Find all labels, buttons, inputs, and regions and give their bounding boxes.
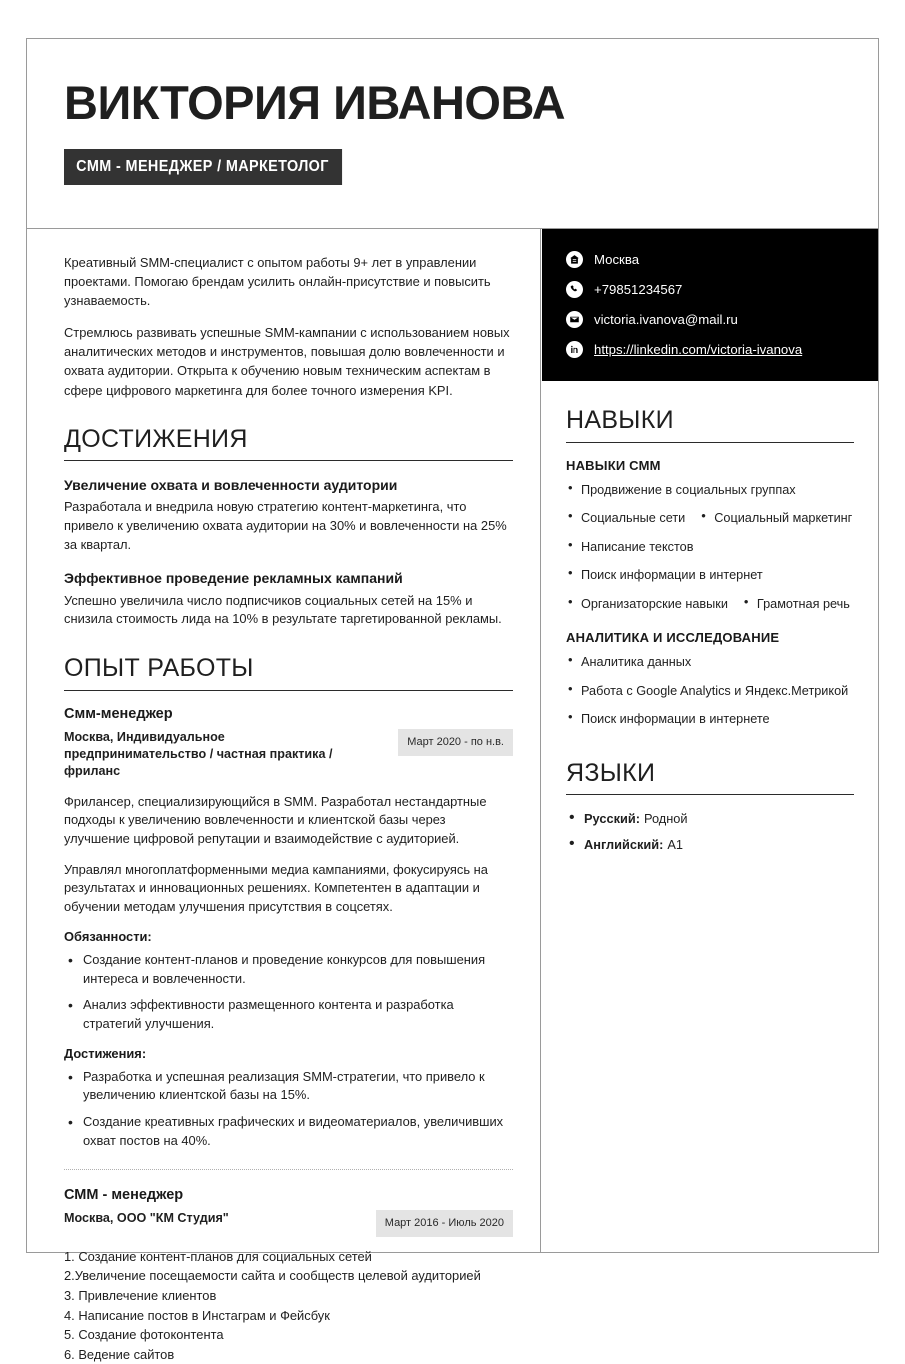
- experience-section: [64, 655, 513, 1364]
- job-paragraph: Управлял многоплатформенными медиа кампаниями, фокусируясь на результатах и инновационных решениях. Компетентен в адаптации и обучении методам улучшения присутствия в соцсетях.: [64, 861, 488, 915]
- list-item: 5. Создание фотоконтента: [64, 1327, 224, 1343]
- list-item: 2.Увеличение посещаемости сайта и сообществ целевой аудиторией: [64, 1268, 481, 1284]
- job-organization: Москва, ООО "КМ Студия": [64, 1210, 229, 1225]
- list-item: [566, 711, 854, 728]
- job-achievements-label: Достижения:: [64, 1045, 147, 1061]
- list-item: [566, 596, 854, 613]
- achievements-section: [64, 426, 513, 629]
- resume-header: [27, 39, 878, 229]
- skills-heading: НАВЫКИ: [566, 406, 674, 434]
- sidebar-column: [542, 229, 878, 1253]
- skills-section: [566, 407, 854, 728]
- achievement-title: Эффективное проведение рекламных кампаний: [64, 570, 403, 587]
- job-duties-label: Обязанности:: [64, 928, 152, 944]
- list-item: [566, 567, 854, 584]
- contact-linkedin-row[interactable]: [566, 341, 878, 358]
- phone-icon: [566, 281, 583, 298]
- list-item: • Создание креативных графических и видеоматериалов, увеличивших охват постов на 40%.: [64, 1113, 513, 1150]
- achievement-item: [64, 569, 513, 629]
- contact-phone-text: +79851234567: [594, 281, 683, 297]
- language-list: [566, 810, 854, 854]
- list-item: [566, 654, 854, 671]
- job-meta: [64, 1210, 513, 1237]
- list-item: [566, 683, 854, 700]
- skill-group: [566, 458, 854, 613]
- skill-group-title: АНАЛИТИКА И ИССЛЕДОВАНИЕ: [566, 630, 780, 645]
- sidebar-content: [542, 381, 878, 854]
- language-name: Русский:: [584, 811, 640, 826]
- contact-block: [542, 229, 878, 381]
- skill-list: [566, 654, 854, 728]
- skill-label: • Социальный маркетинг: [701, 510, 852, 527]
- achievement-title: Увеличение охвата и вовлеченности аудитории: [64, 477, 398, 494]
- achievement-item: [64, 476, 513, 554]
- language-level: A1: [667, 837, 684, 853]
- job-title-badge: CMM - МЕНЕДЖЕР / МАРКЕТОЛОГ: [64, 149, 342, 185]
- contact-email-row: [566, 311, 878, 328]
- achievements-heading: ДОСТИЖЕНИЯ: [64, 424, 248, 453]
- list-item: 3. Привлечение клиентов: [64, 1287, 217, 1303]
- list-item: 4. Написание постов в Инстаграм и Фейсбук: [64, 1307, 330, 1323]
- main-column: [27, 229, 541, 1362]
- list-item: [566, 539, 854, 556]
- skill-label: Аналитика данных: [581, 655, 692, 669]
- languages-section: [566, 760, 854, 854]
- summary-paragraph-1: Креативный SMM-специалист с опытом работы 9+ лет в управлении проектами. Помогаю брендам усилить онлайн-присутствие и повысить узнаваемость.: [64, 255, 491, 309]
- skill-group-title: НАВЫКИ СММ: [566, 457, 661, 473]
- skill-label: Работа с Google Analytics и Яндекс.Метрикой: [581, 683, 849, 698]
- job-entry: [64, 1187, 513, 1364]
- job-paragraph: Фрилансер, специализирующийся в SMM. Разработал нестандартные подходы к увеличению вовлеченности и клиентской базы через улучшение цифровой репутации и взаимодействие с аудиторией.: [64, 793, 487, 847]
- summary-paragraph-2: Стремлюсь развивать успешные SMM-кампании с использованием новых аналитических методов и инструментов, повышая долю вовлеченности и охвата аудитории. Открыта к обучению новым техническим аспектам в сфере цифрового маркетинга для более точного измерения KPI.: [64, 325, 510, 398]
- contact-email-text: victoria.ivanova@mail.ru: [594, 311, 738, 327]
- section-divider: [64, 460, 513, 461]
- job-date-badge: Март 2020 - по н.в.: [398, 729, 513, 756]
- skill-label: • Грамотная речь: [744, 596, 850, 613]
- language-level: Родной: [643, 811, 688, 826]
- list-item: [566, 836, 854, 853]
- list-item: • Анализ эффективности размещенного контента и разработка стратегий улучшения.: [64, 996, 513, 1033]
- job-date-badge: Март 2016 - Июль 2020: [376, 1210, 513, 1237]
- list-item: [566, 482, 854, 499]
- list-item: 1. Создание контент-планов для социальных сетей: [64, 1248, 372, 1264]
- experience-heading: ОПЫТ РАБОТЫ: [64, 654, 254, 683]
- list-item: [566, 810, 854, 827]
- job-achievements-list: [64, 1068, 513, 1151]
- job-meta: [64, 729, 513, 781]
- languages-heading: ЯЗЫКИ: [566, 758, 656, 787]
- section-divider: [566, 794, 854, 795]
- job-duties-list: [64, 951, 513, 1034]
- list-item: 6. Ведение сайтов: [64, 1346, 175, 1362]
- section-divider: [64, 690, 513, 691]
- contact-location-text: Москва: [594, 251, 640, 267]
- skill-label: Социальные сети: [581, 511, 686, 525]
- resume-page: [26, 38, 879, 1362]
- contact-linkedin-text[interactable]: https://linkedin.com/victoria-ivanova: [594, 341, 803, 357]
- skill-label: Поиск информации в интернет: [581, 568, 763, 582]
- skill-label: Поиск информации в интернете: [581, 712, 770, 726]
- skill-list: [566, 482, 854, 613]
- page-title: ВИКТОРИЯ ИВАНОВА: [64, 76, 566, 129]
- list-item: • Разработка и успешная реализация SMM-стратегии, что привело к увеличению клиентской базы на 15%.: [64, 1068, 513, 1105]
- skill-group: [566, 630, 854, 728]
- list-item: [566, 510, 854, 527]
- envelope-icon: [566, 311, 583, 328]
- achievement-text: Успешно увеличила число подписчиков социальных сетей на 15% и снизила стоимость лида на 10% в результате таргетированной рекламы.: [64, 592, 502, 627]
- job-title: Смм-менеджер: [64, 705, 173, 722]
- skill-label: Написание текстов: [581, 539, 694, 554]
- achievement-text: Разработала и внедрила новую стратегию контент-маркетинга, что привело к увеличению охвата аудитории на 30% и вовлеченности на 25% за квартал.: [64, 499, 507, 552]
- job-entry: [64, 706, 513, 1151]
- section-divider: [566, 442, 854, 443]
- list-item: • Создание контент-планов и проведение конкурсов для повышения интереса и вовлеченности.: [64, 951, 513, 988]
- contact-phone-row: [566, 281, 878, 298]
- job-numbered-list: [64, 1247, 513, 1364]
- contact-location-row: [566, 251, 878, 268]
- resume-body: [27, 229, 878, 1362]
- linkedin-icon: [566, 341, 583, 358]
- summary-section: [64, 253, 513, 400]
- language-name: Английский:: [584, 837, 664, 853]
- job-separator: [64, 1169, 513, 1170]
- job-organization: Москва, Индивидуальное предпринимательство / частная практика / фриланс: [64, 729, 333, 779]
- job-title: СММ - менеджер: [64, 1186, 184, 1203]
- location-home-icon: [566, 251, 583, 268]
- skill-label: Продвижение в социальных группах: [581, 482, 796, 497]
- skill-label: Организаторские навыки: [581, 596, 728, 611]
